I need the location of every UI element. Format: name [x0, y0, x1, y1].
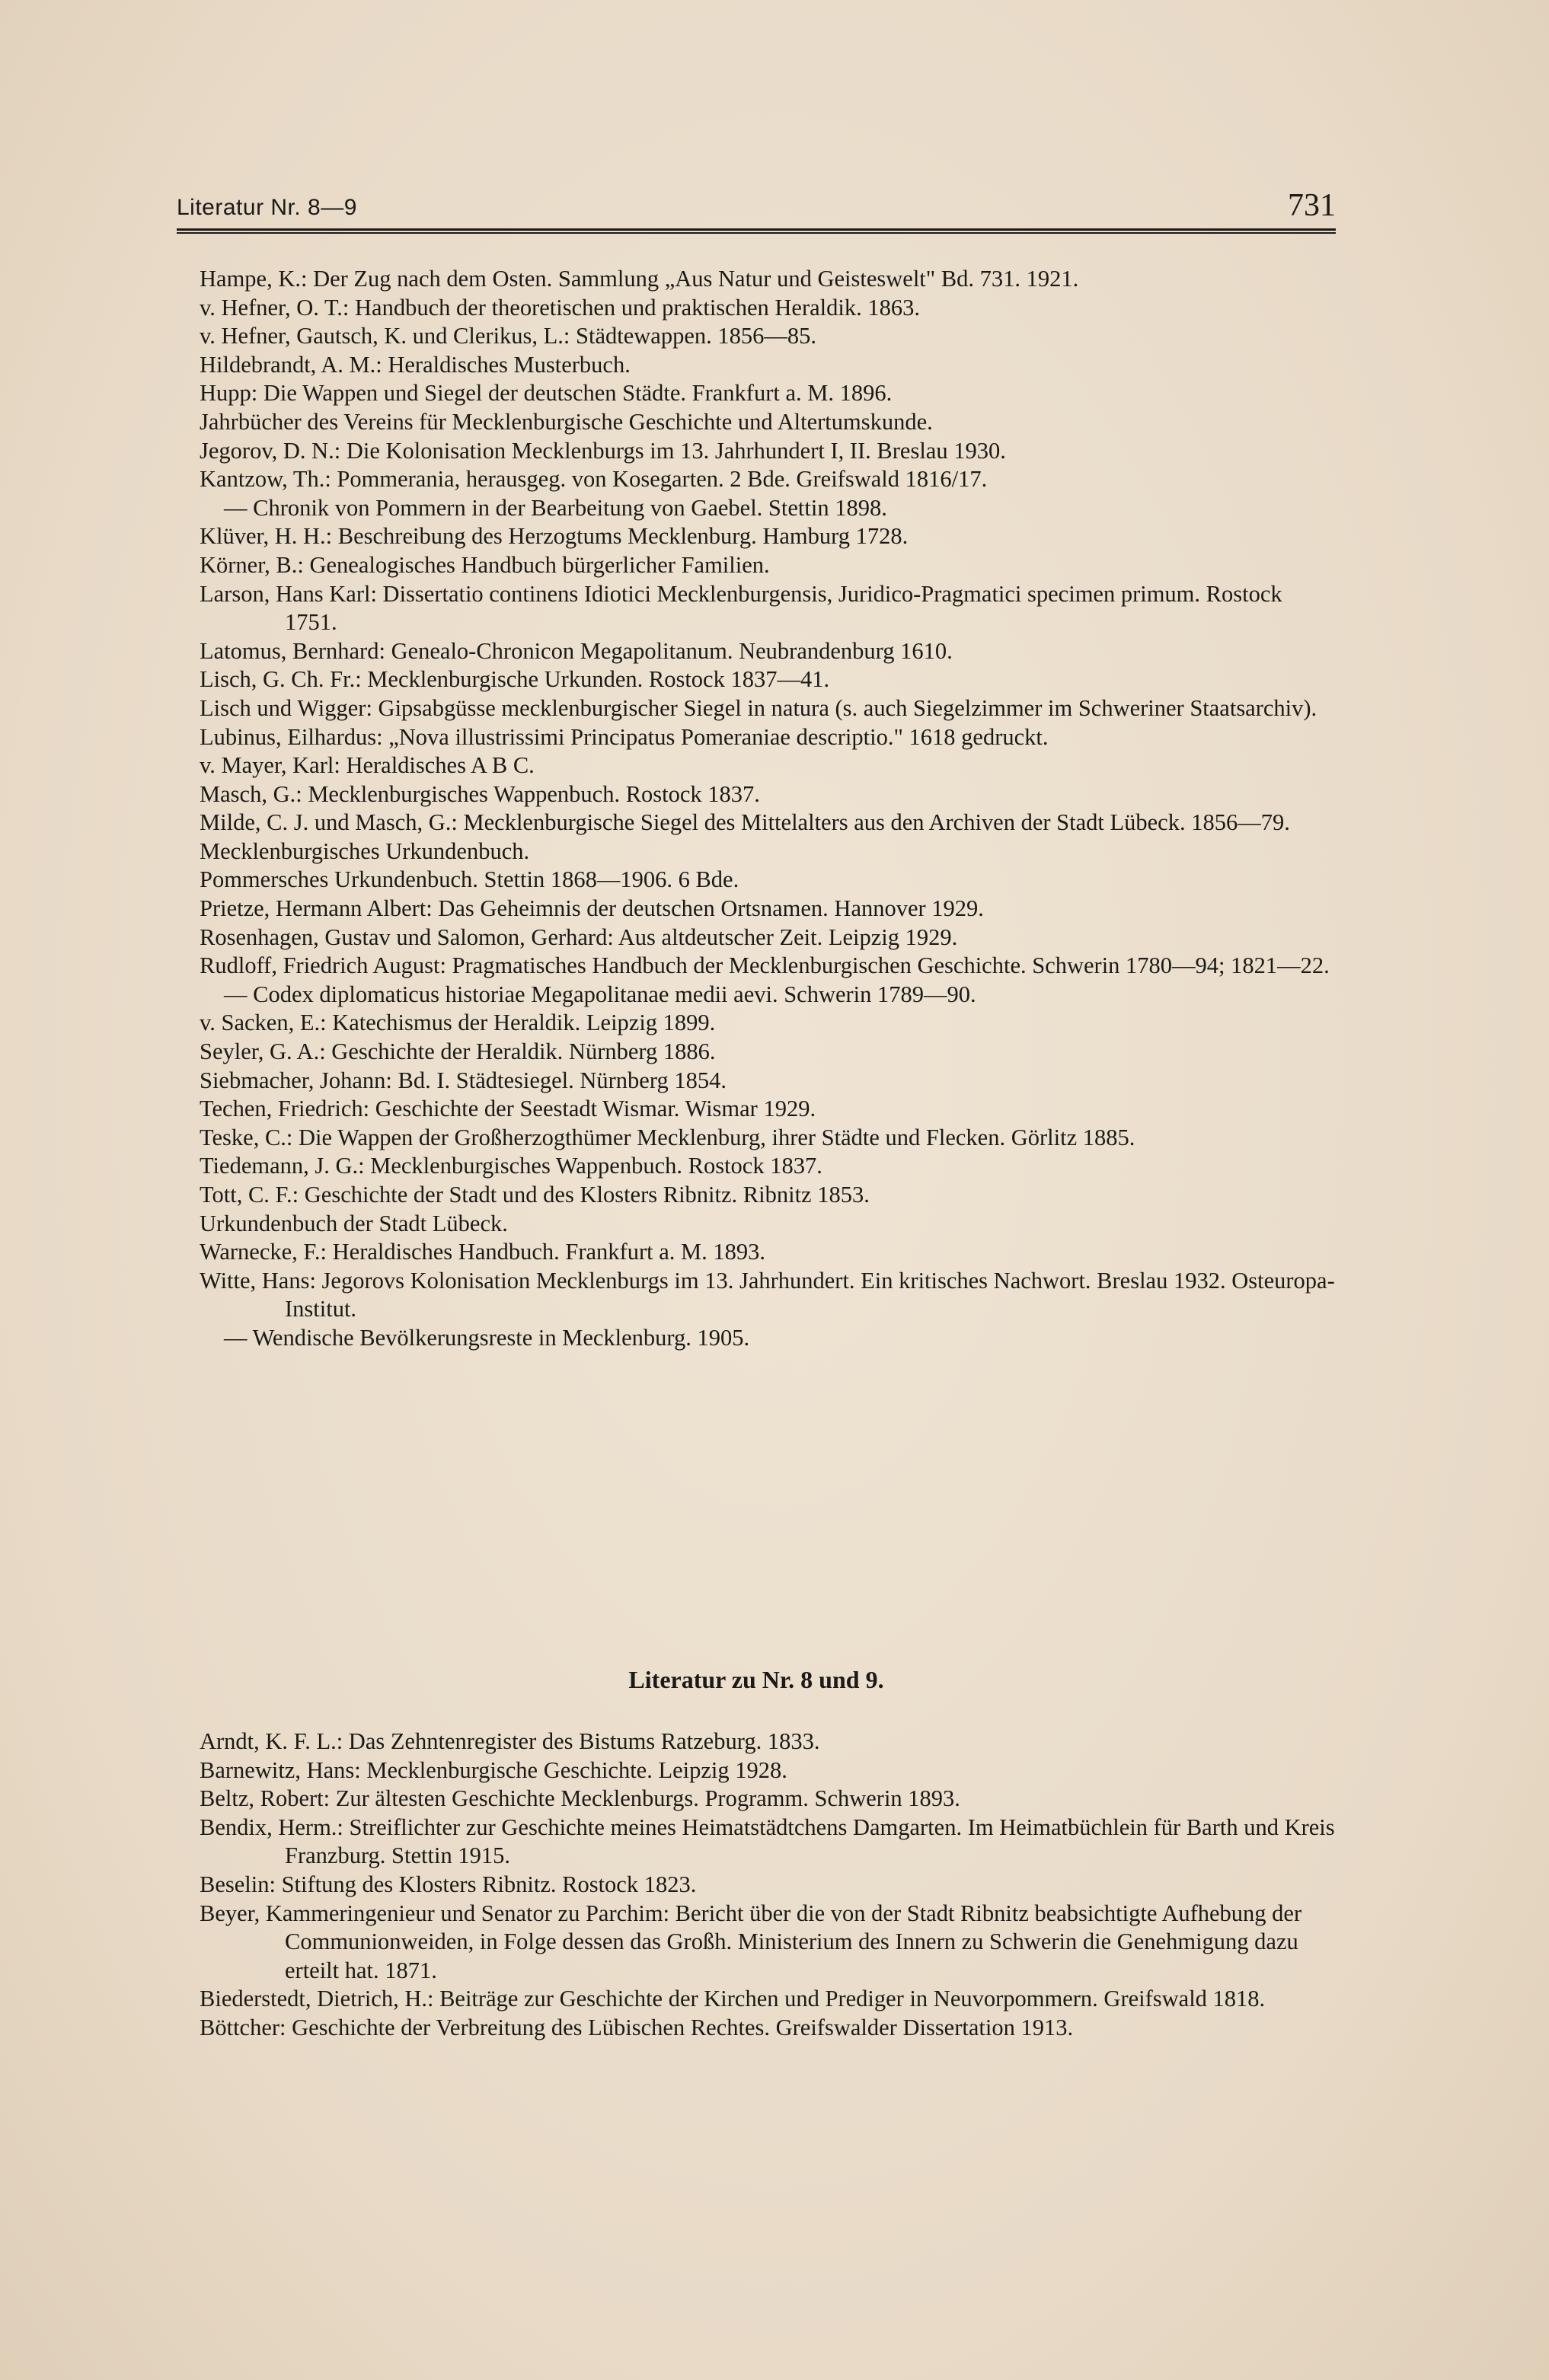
bibliography-entry: Barnewitz, Hans: Mecklenburgische Geschichte. Leipzig 1928.	[200, 1756, 787, 1783]
bibliography-entry: v. Hefner, O. T.: Handbuch der theoretischen und praktischen Heraldik. 1863.	[200, 294, 920, 321]
bibliography-entry: Tiedemann, J. G.: Mecklenburgisches Wappenbuch. Rostock 1837.	[200, 1153, 822, 1179]
bibliography-entry: Mecklenburgisches Urkundenbuch.	[200, 837, 530, 864]
bibliography-entry: Böttcher: Geschichte der Verbreitung des Lübischen Rechtes. Greifswalder Dissertation 1913.	[200, 2014, 1074, 2040]
bibliography-entry: Pommersches Urkundenbuch. Stettin 1868—1906. 6 Bde.	[200, 866, 739, 893]
section-title: Literatur zu Nr. 8 und 9.	[628, 1666, 884, 1693]
bibliography-entry: — Wendische Bevölkerungsreste in Mecklenburg. 1905.	[224, 1324, 750, 1351]
running-head: Literatur Nr. 8—9	[177, 195, 357, 220]
bibliography-entry: v. Mayer, Karl: Heraldisches A B C.	[200, 752, 535, 779]
bibliography-list	[200, 265, 1337, 1353]
bibliography-entry: Witte, Hans: Jegorovs Kolonisation Mecklenburgs im 13. Jahrhundert. Ein kritisches Nachwort. Breslau 1932. Osteuropa-Institut.	[200, 1267, 1335, 1322]
bibliography-entry: Tott, C. F.: Geschichte der Stadt und des Klosters Ribnitz. Ribnitz 1853.	[200, 1182, 870, 1208]
bibliography-entry: Warnecke, F.: Heraldisches Handbuch. Frankfurt a. M. 1893.	[200, 1239, 765, 1265]
bibliography-entry: Masch, G.: Mecklenburgisches Wappenbuch. Rostock 1837.	[200, 780, 760, 807]
bibliography-entry: Urkundenbuch der Stadt Lübeck.	[200, 1210, 508, 1236]
bibliography-entry: Hupp: Die Wappen und Siegel der deutschen Städte. Frankfurt a. M. 1896.	[200, 380, 893, 407]
bibliography-entry: Rosenhagen, Gustav und Salomon, Gerhard: Aus altdeutscher Zeit. Leipzig 1929.	[200, 924, 958, 950]
bibliography-entry: Bendix, Herm.: Streiflichter zur Geschichte meines Heimatstädtchens Damgarten. Im Heimatbüchlein für Barth und Kreis Franzburg. Stettin 1915.	[200, 1814, 1335, 1869]
bibliography-entry: Biederstedt, Dietrich, H.: Beiträge zur Geschichte der Kirchen und Prediger in Neuvorpommern. Greifswald 1818.	[200, 1986, 1266, 2012]
bibliography-entry: Klüver, H. H.: Beschreibung des Herzogtums Mecklenburg. Hamburg 1728.	[200, 523, 909, 550]
bibliography-entry: Latomus, Bernhard: Genealo-Chronicon Megapolitanum. Neubrandenburg 1610.	[200, 637, 953, 664]
bibliography-entry: v. Hefner, Gautsch, K. und Clerikus, L.: Städtewappen. 1856—85.	[200, 323, 816, 349]
page-header	[177, 181, 1336, 224]
bibliography-entry: Prietze, Hermann Albert: Das Geheimnis der deutschen Ortsnamen. Hannover 1929.	[200, 895, 984, 922]
bibliography-entry: Kantzow, Th.: Pommerania, herausgeg. von Kosegarten. 2 Bde. Greifswald 1816/17.	[200, 466, 988, 493]
bibliography-entry: Arndt, K. F. L.: Das Zehntenregister des Bistums Ratzeburg. 1833.	[200, 1728, 820, 1754]
header-rule	[177, 228, 1336, 234]
bibliography-list-2	[200, 1728, 1337, 2043]
bibliography-entry: Jegorov, D. N.: Die Kolonisation Mecklenburgs im 13. Jahrhundert I, II. Breslau 1930.	[200, 437, 1006, 464]
bibliography-entry: v. Sacken, E.: Katechismus der Heraldik. Leipzig 1899.	[200, 1010, 716, 1036]
bibliography-entry: Siebmacher, Johann: Bd. I. Städtesiegel. Nürnberg 1854.	[200, 1067, 727, 1093]
bibliography-entry: Milde, C. J. und Masch, G.: Mecklenburgische Siegel des Mittelalters aus den Archiven der Stadt Lübeck. 1856—79.	[200, 809, 1290, 836]
bibliography-entry: Seyler, G. A.: Geschichte der Heraldik. Nürnberg 1886.	[200, 1038, 716, 1065]
bibliography-entry: Beselin: Stiftung des Klosters Ribnitz. Rostock 1823.	[200, 1871, 697, 1897]
bibliography-entry: Rudloff, Friedrich August: Pragmatisches Handbuch der Mecklenburgischen Geschichte. Schwerin 1780—94; 1821—22.	[200, 952, 1330, 979]
bibliography-entry: — Chronik von Pommern in der Bearbeitung von Gaebel. Stettin 1898.	[224, 494, 887, 521]
page-number: 731	[1288, 188, 1336, 223]
bibliography-entry: Lubinus, Eilhardus: „Nova illustrissimi Principatus Pomeraniae descriptio." 1618 gedruckt.	[200, 723, 1049, 750]
bibliography-entry: — Codex diplomaticus historiae Megapolitanae medii aevi. Schwerin 1789—90.	[224, 981, 976, 1007]
bibliography-entry: Beyer, Kammeringenieur und Senator zu Parchim: Bericht über die von der Stadt Ribnitz beabsichtigte Aufhebung der Communionweiden, in Folge dessen das Großh. Ministerium des Innern zu Schwerin die Genehmigung dazu erteilt hat. 1871.	[200, 1900, 1302, 1983]
bibliography-entry: Techen, Friedrich: Geschichte der Seestadt Wismar. Wismar 1929.	[200, 1096, 816, 1122]
bibliography-entry: Lisch und Wigger: Gipsabgüsse mecklenburgischer Siegel in natura (s. auch Siegelzimmer im Schweriner Staatsarchiv).	[200, 694, 1317, 721]
bibliography-entry: Lisch, G. Ch. Fr.: Mecklenburgische Urkunden. Rostock 1837—41.	[200, 666, 830, 693]
bibliography-entry: Hildebrandt, A. M.: Heraldisches Musterbuch.	[200, 351, 631, 378]
bibliography-entry: Beltz, Robert: Zur ältesten Geschichte Mecklenburgs. Programm. Schwerin 1893.	[200, 1785, 960, 1812]
bibliography-entry: Hampe, K.: Der Zug nach dem Osten. Sammlung „Aus Natur und Geisteswelt" Bd. 731. 1921.	[200, 266, 1079, 292]
bibliography-entry: Jahrbücher des Vereins für Mecklenburgische Geschichte und Altertumskunde.	[200, 408, 933, 435]
bibliography-entry: Larson, Hans Karl: Dissertatio continens Idiotici Mecklenburgensis, Juridico-Pragmatici specimen primum. Rostock 1751.	[200, 580, 1282, 636]
bibliography-entry: Körner, B.: Genealogisches Handbuch bürgerlicher Familien.	[200, 551, 770, 578]
bibliography-entry: Teske, C.: Die Wappen der Großherzogthümer Mecklenburg, ihrer Städte und Flecken. Görlitz 1885.	[200, 1124, 1135, 1150]
